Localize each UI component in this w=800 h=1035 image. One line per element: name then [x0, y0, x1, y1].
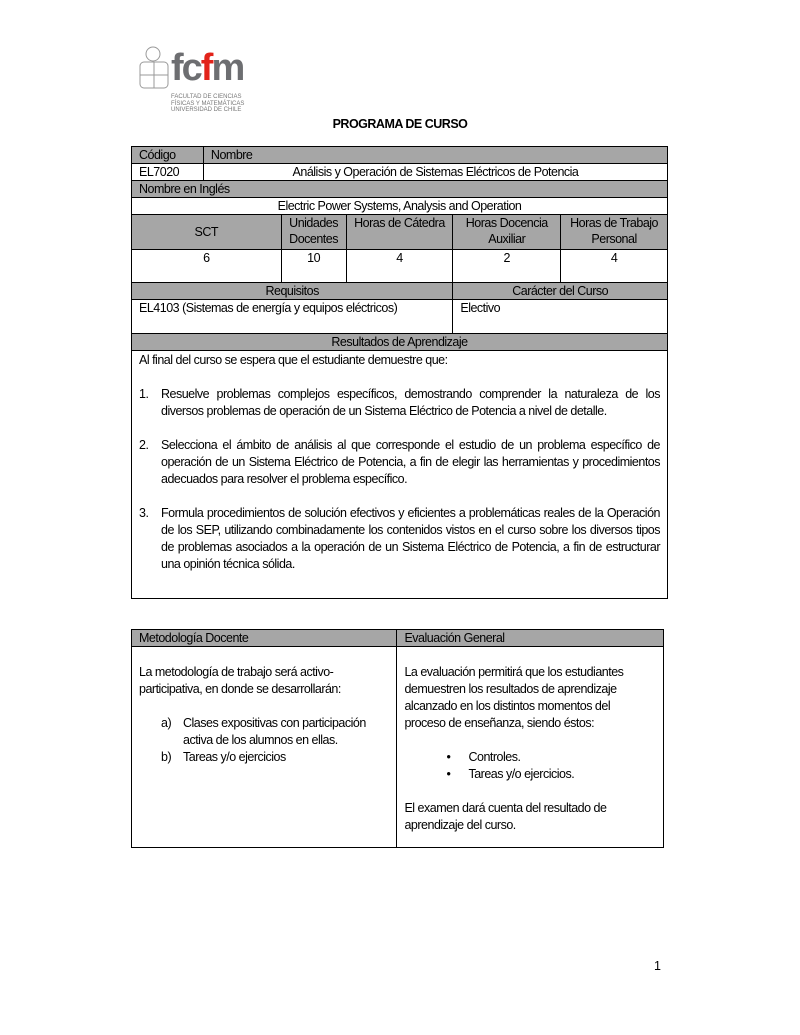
- item-text: Controles.: [468, 750, 521, 764]
- course-name: Análisis y Operación de Sistemas Eléctricos de Potencia: [203, 164, 667, 181]
- list-item: 2. Selecciona el ámbito de análisis al que corresponde el estudio de un problema específico de operación de un Sistema Eléctrico de Potencia, a fin de elegir las herramientas y procedimientos adecuados para resolver el problema específico.: [139, 438, 660, 486]
- metodologia-intro: La metodología de trabajo será activo-participativa, en donde se desarrollarán:: [139, 665, 341, 696]
- name-label: Nombre: [203, 147, 667, 164]
- logo-text: fcfm: [171, 47, 244, 89]
- item-text: Tareas y/o ejercicios.: [468, 767, 575, 781]
- list-item: [404, 749, 633, 766]
- auxiliar-value: 2: [453, 250, 561, 283]
- resultados-intro: Al final del curso se espera que el estudiante demuestre que:: [139, 353, 448, 367]
- page-number: 1: [654, 959, 661, 973]
- requisitos-value: EL4103 (Sistemas de energía y equipos eléctricos): [132, 300, 453, 334]
- list-item: 1. Resuelve problemas complejos específicos, demostrando comprender la naturaleza de los diversos problemas de operación de un Sistema Eléctrico de Potencia a nivel de detalle.: [139, 387, 660, 418]
- item-text: Formula procedimientos de solución efectivos y eficientes a problemáticas reales de la Operación de los SEP, utilizando combinadamente los contenidos vistos en el curso sobre los diversos tipos de problemas asociados a la operación de un Sistema Eléctrico de Potencia, a fin de estructurar una opinión técnica sólida.: [161, 506, 660, 571]
- page-title: PROGRAMA DE CURSO: [332, 117, 468, 131]
- item-text: Resuelve problemas complejos específicos, demostrando comprender la naturaleza de los diversos problemas de operación de un Sistema Eléctrico de Potencia a nivel de detalle.: [161, 387, 660, 418]
- english-label: Nombre en Inglés: [132, 181, 668, 198]
- evaluacion-outro: El examen dará cuenta del resultado de aprendizaje del curso.: [404, 801, 607, 832]
- metodologia-label: Metodología Docente: [132, 630, 397, 647]
- bullet-icon: •: [446, 767, 451, 781]
- bullet-icon: •: [446, 750, 451, 764]
- caracter-value: Electivo: [453, 300, 668, 334]
- evaluacion-intro: La evaluación permitirá que los estudiantes demuestren los resultados de aprendizaje alcanzado en los distintos momentos del proceso de enseñanza, siendo éstos:: [404, 665, 624, 730]
- requisitos-label: Requisitos: [132, 283, 453, 300]
- evaluacion-label: Evaluación General: [397, 630, 664, 647]
- list-item: 3. Formula procedimientos de solución efectivos y eficientes a problemáticas reales de la Operación de los SEP, utilizando combinadamente los contenidos vistos en el curso sobre los diversos tipos de problemas asociados a la operación de un Sistema Eléctrico de Potencia, a fin de estructurar una opinión técnica sólida.: [139, 506, 660, 571]
- code-label: Código: [132, 147, 204, 164]
- auxiliar-header: Horas Docencia Auxiliar: [453, 215, 561, 250]
- sct-value: 6: [132, 250, 282, 283]
- logo-subtitle: FÍSICAS Y MATEMÁTICAS: [171, 100, 245, 107]
- list-item: [139, 749, 366, 766]
- logo-subtitle: FACULTAD DE CIENCIAS: [171, 94, 242, 100]
- logo-subtitle: UNIVERSIDAD DE CHILE: [171, 107, 242, 113]
- list-marker: b): [161, 750, 172, 764]
- course-info-table: [131, 146, 668, 599]
- caracter-label: Carácter del Curso: [453, 283, 668, 300]
- sct-header: SCT: [132, 215, 282, 250]
- course-code: EL7020: [132, 164, 204, 181]
- item-text: Clases expositivas con participación activa de los alumnos en ellas.: [183, 716, 366, 747]
- catedra-value: 4: [346, 250, 453, 283]
- list-item: [404, 766, 633, 783]
- unidades-header: Unidades Docentes: [281, 215, 346, 250]
- catedra-header: Horas de Cátedra: [346, 215, 453, 250]
- methodology-table: [131, 629, 664, 848]
- university-logo: [137, 44, 252, 116]
- personal-value: 4: [561, 250, 668, 283]
- unidades-value: 10: [281, 250, 346, 283]
- item-text: Selecciona el ámbito de análisis al que corresponde el estudio de un problema específico de operación de un Sistema Eléctrico de Potencia, a fin de elegir las herramientas y procedimientos adecuados para resolver el problema específico.: [161, 438, 660, 486]
- resultados-label: Resultados de Aprendizaje: [132, 334, 668, 351]
- seal-icon: [137, 44, 173, 92]
- list-item: [139, 715, 366, 749]
- personal-header: Horas de Trabajo Personal: [561, 215, 668, 250]
- list-marker: a): [161, 716, 172, 730]
- item-text: Tareas y/o ejercicios: [183, 750, 286, 764]
- english-name: Electric Power Systems, Analysis and Operation: [132, 198, 668, 215]
